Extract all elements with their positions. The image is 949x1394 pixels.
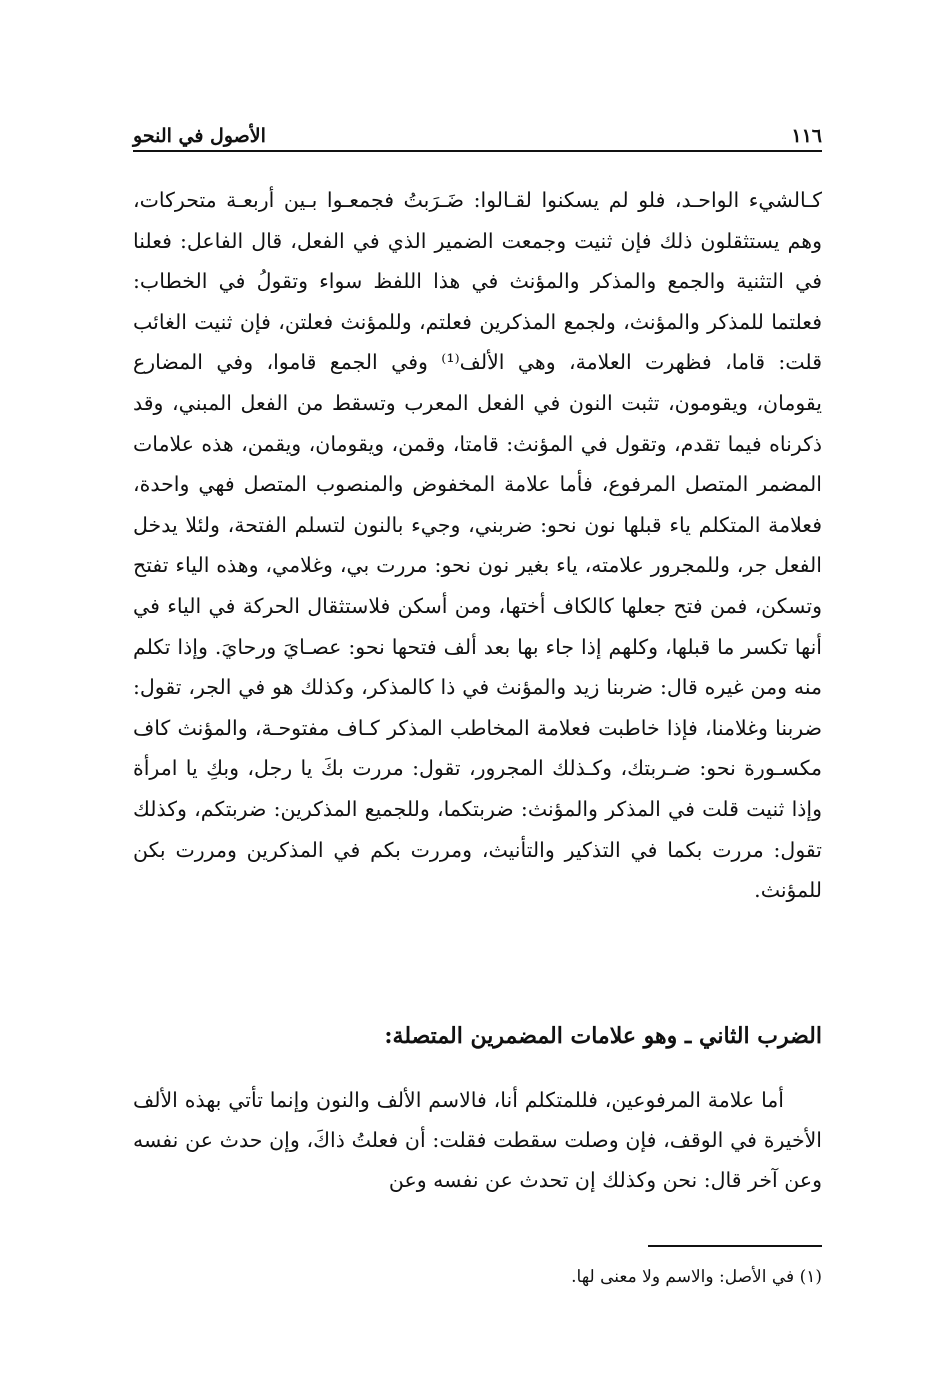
header-rule (133, 150, 822, 152)
paragraph-2: أما علامة المرفوعين، فللمتكلم أنا، فالاسم الألف والنون وإنما تأتي بهذه الألف الأخيرة في الوقف، فإن وصلت سقطت فقلت: أن فعلتُ ذاكَ، وإن حدث عن نفسه وعن آخر قال: نحن وكذلك إن تحدث عن نفسه وعن (133, 1088, 822, 1192)
running-title: الأصول في النحو (133, 125, 266, 147)
footnote-rule (648, 1245, 822, 1247)
footnote: (١) في الأصل: والاسم ولا معنى لها. (571, 1267, 822, 1287)
section-heading: الضرب الثاني ـ وهو علامات المضمرين المتصلة: (384, 1023, 822, 1049)
paragraph-1: كـالشيء الواحـد، فلو لم يسكنوا لقـالوا: ضَـرَبتُ فجمعـوا بـين أربعـة متحركات، وهم يستثقلون ذلك فإن ثنيت وجمعت الضمير الذي في الفعل، قال الفاعل: فعلنا في التثنية والجمع والمذكر والمؤنث في هذا اللفظ سواء وتقولُ في الخطاب: فعلتما للمذكر والمؤنث، ولجمع المذكرين فعلتم، وللمؤنث فعلتن، فإن ثنيت الغائب قلت: قاما، فظهرت العلامة، وهي الألف⁽¹⁾ وفي الجمع قاموا، وفي المضارع يقومان، ويقومون، تثبت النون في الفعل المعرب وتسقط من الفعل المبني، وقد ذكرناه فيما تقدم، وتقول في المؤنث: قامتا، وقمن، ويقومان، ويقمن، هذه علامات المضمر المتصل المرفوع، فأما علامة المخفوض والمنصوب المتصل فهي واحدة، فعلامة المتكلم ياء قبلها نون نحو: ضربني، وجيء بالنون لتسلم الفتحة، ولئلا يدخل الفعل جر، وللمجرور علامته، ياء بغير نون نحو: مررت بي، وغلامي، وهذه الياء تفتح وتسكن، فمن فتح جعلها كالكاف أختها، ومن أسكن فلاستثقال الحركة في الياء في أنها تكسر ما قبلها، وكلهم إذا جاء بها بعد ألف فتحها نحو: عصـايَ ورحايَ. وإذا تكلم منه ومن غيره قال: ضربنا زيد والمؤنث في ذا كالمذكر، وكذلك هو في الجر، تقول: ضربنا وغلامنا، فإذا خاطبت فعلامة المخاطب المذكر كـاف مفتوحـة، والمؤنث كاف مكسـورة نحو: ضـربتك، وكـذلك المجرور، تقول: مررت بكَ يا رجل، وبكِ يا امرأة وإذا ثنيت قلت في المذكر والمؤنث: ضربتكما، وللجميع المذكرين: ضربتكم، وكذلك تقول: مررت بكما في التذكير والتأنيث، ومررت بكم في المذكرين ومررت بكن للمؤنث. (133, 188, 822, 903)
main-text-block (133, 180, 822, 911)
second-text-block (133, 1080, 822, 1200)
page-number: ١١٦ (791, 125, 822, 147)
running-header (133, 113, 822, 147)
